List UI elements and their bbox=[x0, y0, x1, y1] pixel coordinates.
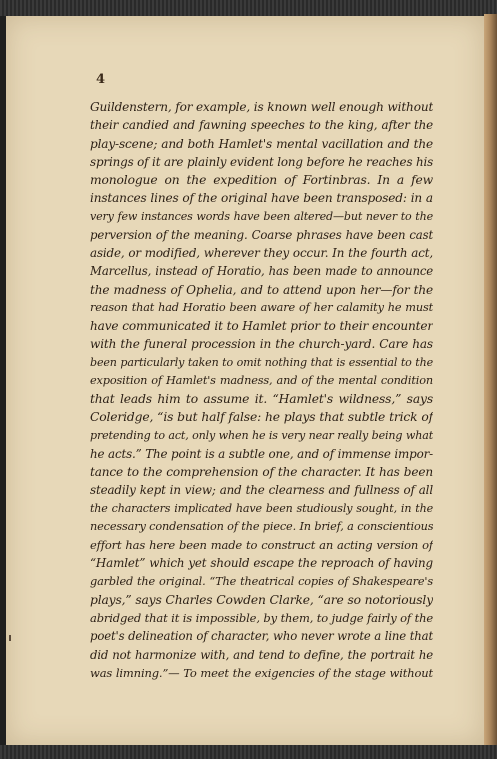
text-line: Guildenstern, for example, is known well enough without bbox=[90, 100, 433, 114]
text-line: effort has here been made to construct an acting version of bbox=[90, 538, 433, 552]
page-edge-right bbox=[484, 14, 497, 747]
text-line: the characters implicated have been studiously sought, in the bbox=[90, 501, 433, 515]
text-line: did not harmonize with, and tend to define, the portrait he bbox=[90, 647, 433, 662]
text-line: perversion of the meaning. Coarse phrases have been cast bbox=[90, 227, 433, 242]
text-line: exposition of Hamlet's madness, and of the mental condition bbox=[90, 373, 433, 387]
text-line: abridged that it is impossible, by them, to judge fairly of the bbox=[90, 611, 433, 625]
body-text bbox=[90, 98, 433, 682]
text-line: that leads him to assume it. “Hamlet's wildness,” says bbox=[90, 392, 433, 406]
page-mark bbox=[9, 635, 11, 641]
text-line: plays,” says Charles Cowden Clarke, “are so notoriously bbox=[90, 592, 433, 607]
page-number: 4 bbox=[96, 72, 106, 87]
text-line: steadily kept in view; and the clearness and fullness of all bbox=[90, 483, 433, 498]
text-line: been particularly taken to omit nothing that is essential to the bbox=[90, 355, 433, 369]
text-line: the madness of Ophelia, and to attend upon her—for the bbox=[90, 282, 433, 297]
text-line: their candied and fawning speeches to the king, after the bbox=[90, 118, 433, 133]
text-line: garbled the original. “The theatrical copies of Shakespeare's bbox=[90, 574, 433, 588]
text-line: Marcellus, instead of Horatio, has been made to announce bbox=[90, 264, 433, 279]
text-line: aside, or modified, wherever they occur. In the fourth act, bbox=[90, 246, 433, 260]
text-line: poet's delineation of character, who never wrote a line that bbox=[90, 629, 433, 644]
text-line: reason that had Horatio been aware of her calamity he must bbox=[90, 300, 433, 314]
text-line: springs of it are plainly evident long before he reaches his bbox=[90, 154, 433, 169]
text-line: was limning.”— To meet the exigencies of the stage without bbox=[90, 665, 433, 680]
text-line: instances lines of the original have been transposed: in a bbox=[90, 191, 433, 206]
text-line: he acts.” The point is a subtle one, and of immense impor- bbox=[90, 446, 433, 461]
text-line: tance to the comprehension of the character. It has been bbox=[90, 465, 433, 479]
text-line: have communicated it to Hamlet prior to their encounter bbox=[90, 319, 433, 333]
book-bottom-edge bbox=[0, 745, 497, 759]
text-line: “Hamlet” which yet should escape the reproach of having bbox=[90, 556, 433, 571]
text-line: pretending to act, only when he is very near really being what bbox=[90, 428, 433, 442]
text-line: necessary condensation of the piece. In brief, a conscientious bbox=[90, 519, 433, 533]
text-line: play-scene; and both Hamlet's mental vacillation and the bbox=[90, 136, 433, 151]
text-line: Coleridge, “is but half false: he plays that subtle trick of bbox=[90, 410, 433, 425]
text-line: monologue on the expedition of Fortinbras. In a few bbox=[90, 173, 433, 187]
text-line: very few instances words have been altered—but never to the bbox=[90, 209, 433, 223]
text-line: with the funeral procession in the church-yard. Care has bbox=[90, 337, 433, 352]
